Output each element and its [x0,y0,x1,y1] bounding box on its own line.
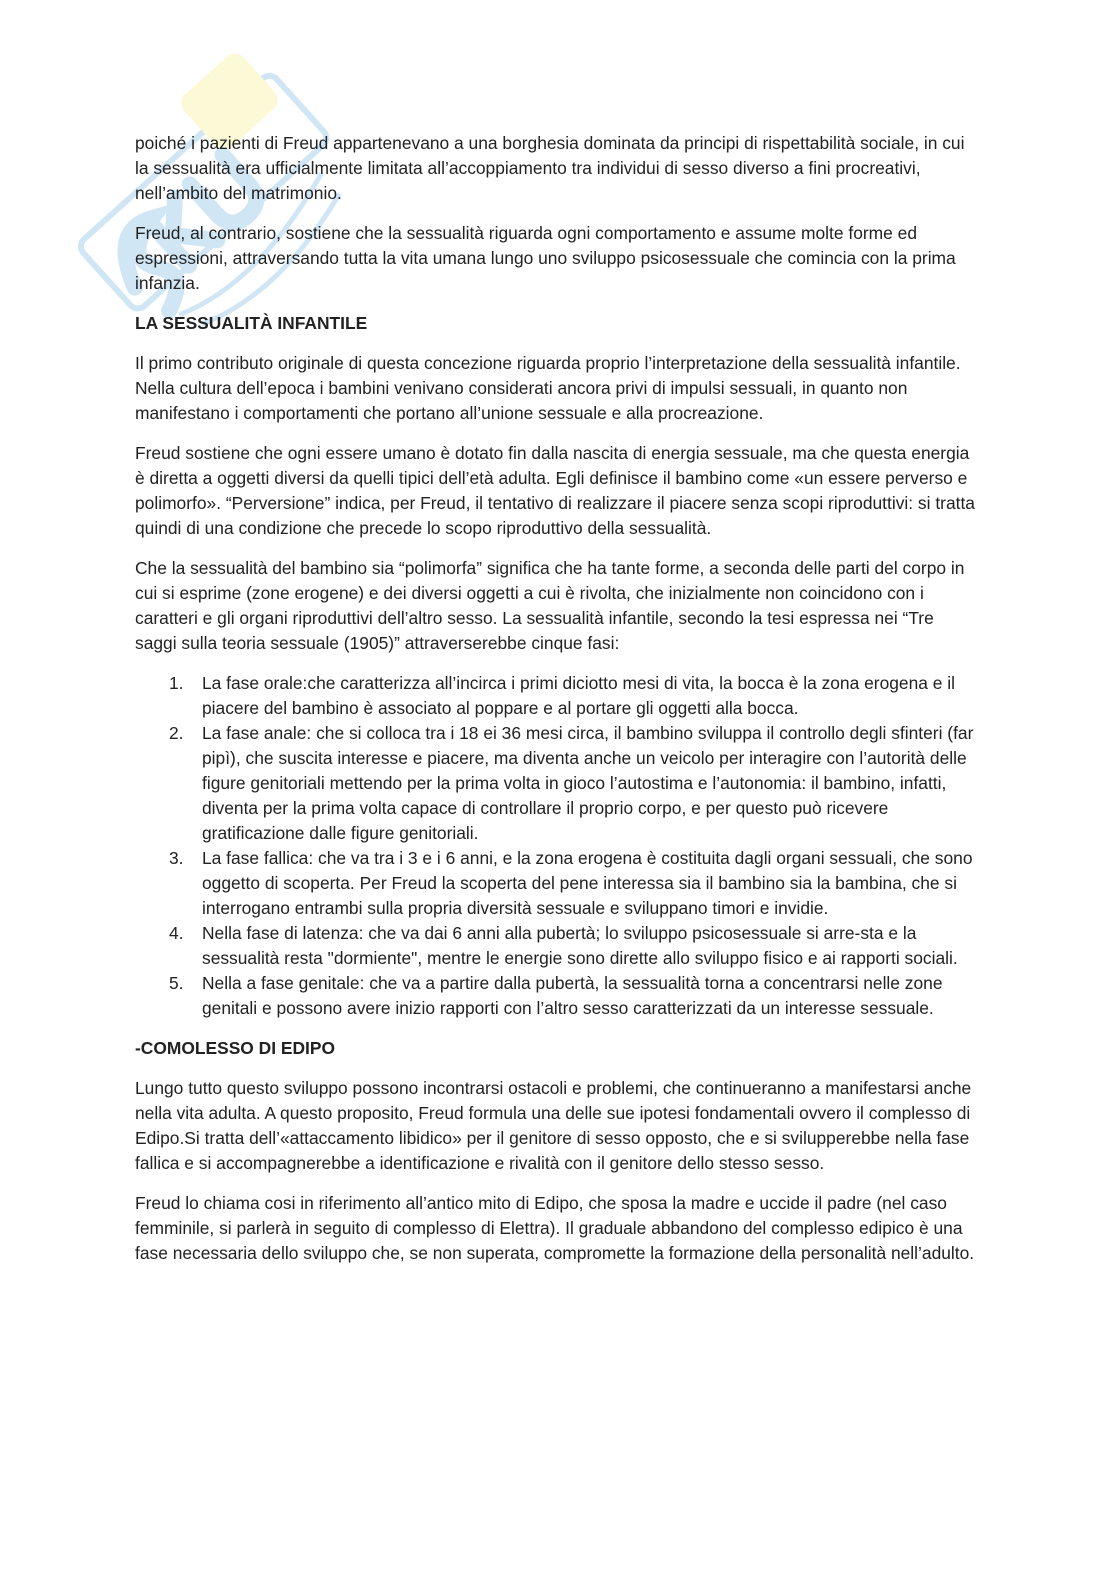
list-item-number: 1. [169,673,184,693]
list-item [135,671,977,721]
list-item-text: La fase anale: che si colloca tra i 18 ei 36 mesi circa, il bambino sviluppa il controllo degli sfinteri (far pipì), che suscita interesse e piacere, ma diventa anche un veicolo per interagire con l’autorità delle figure genitoriali mettendo per la prima volta in gioco l’autostima e l’autonomia: il bambino, infatti, diventa per la prima volta capace di controllare il proprio corpo, e per questo può ricevere gratificazione dalle figure genitoriali. [202,723,974,843]
section-1-paragraph-3: Che la sessualità del bambino sia “polimorfa” significa che ha tante forme, a seconda delle parti del corpo in cui si esprime (zone erogene) e dei diversi oggetti a cui è rivolta, che inizialmente non coincidono con i caratteri e gli organi riproduttivi dell’altro sesso. La sessualità infantile, secondo la tesi espressa nei “Tre saggi sulla teoria sessuale (1905)” attraverserebbe cinque fasi: [135,558,965,653]
list-item-number: 2. [169,723,184,743]
document-body [135,131,977,1281]
intro-paragraph-1: poiché i pazienti di Freud appartenevano a una borghesia dominata da principi di rispettabilità sociale, in cui la sessualità era ufficialmente limitata all’accoppiamento tra individui di sesso diverso a fini procreativi, nell’ambito del matrimonio. [135,133,965,203]
list-item [135,846,977,921]
section-2-paragraph-2: Freud lo chiama cosi in riferimento all’antico mito di Edipo, che sposa la madre e uccide il padre (nel caso femminile, si parlerà in seguito di complesso di Elettra). Il graduale abbandono del complesso edipico è una fase necessaria dello sviluppo che, se non superata, compromette la formazione della personalità nell’adulto. [135,1193,975,1263]
section-1-paragraph-2: Freud sostiene che ogni essere umano è dotato fin dalla nascita di energia sessuale, ma che questa energia è diretta a oggetti diversi da quelli tipici dell’età adulta. Egli definisce il bambino come «un essere perverso e polimorfo». “Perversione” indica, per Freud, il tentativo di realizzare il piacere senza scopi riproduttivi: si tratta quindi di una condizione che precede lo scopo riproduttivo della sessualità. [135,443,975,538]
list-item-text: Nella fase di latenza: che va dai 6 anni alla pubertà; lo sviluppo psicosessuale si arre-sta e la sessualità resta "dormiente", mentre le energie sono dirette allo sviluppo fisico e ai rapporti sociali. [202,923,958,968]
section-heading-complesso-edipo: -COMOLESSO DI EDIPO [135,1038,336,1058]
list-item [135,921,977,971]
list-item-number: 5. [169,973,184,993]
list-item [135,721,977,846]
list-item-text: La fase fallica: che va tra i 3 e i 6 anni, e la zona erogena è costituita dagli organi sessuali, che sono oggetto di scoperta. Per Freud la scoperta del pene interessa sia il bambino sia la bambina, che si interrogano entrambi sulla propria diversità sessuale e sviluppano timori e invidie. [202,848,973,918]
section-heading-sessualita-infantile: LA SESSUALITÀ INFANTILE [135,313,368,333]
list-item-number: 3. [169,848,184,868]
section-2-paragraph-1: Lungo tutto questo sviluppo possono incontrarsi ostacoli e problemi, che continueranno a manifestarsi anche nella vita adulta. A questo proposito, Freud formula una delle sue ipotesi fondamentali ovvero il complesso di Edipo.Si tratta dell’«attaccamento libidico» per il genitore di sesso opposto, che e si svilupperebbe nella fase fallica e si accompagnerebbe a identificazione e rivalità con il genitore dello stesso sesso. [135,1078,972,1173]
phases-list [135,671,977,1021]
list-item-number: 4. [169,923,184,943]
intro-paragraph-2: Freud, al contrario, sostiene che la sessualità riguarda ogni comportamento e assume molte forme ed espressioni, attraversando tutta la vita umana lungo uno sviluppo psicosessuale che comincia con la prima infanzia. [135,223,956,293]
list-item [135,971,977,1021]
list-item-text: Nella a fase genitale: che va a partire dalla pubertà, la sessualità torna a concentrarsi nelle zone genitali e possono avere inizio rapporti con l’altro sesso caratterizzati da un interesse sessuale. [202,973,943,1018]
section-1-paragraph-1: Il primo contributo originale di questa concezione riguarda proprio l’interpretazione della sessualità infantile. Nella cultura dell’epoca i bambini venivano considerati ancora privi di impulsi sessuali, in quanto non manifestano i comportamenti che portano all’unione sessuale e alla procreazione. [135,353,961,423]
list-item-text: La fase orale:che caratterizza all’incirca i primi diciotto mesi di vita, la bocca è la zona erogena e il piacere del bambino è associato al poppare e al portare gli oggetti alla bocca. [202,673,955,718]
